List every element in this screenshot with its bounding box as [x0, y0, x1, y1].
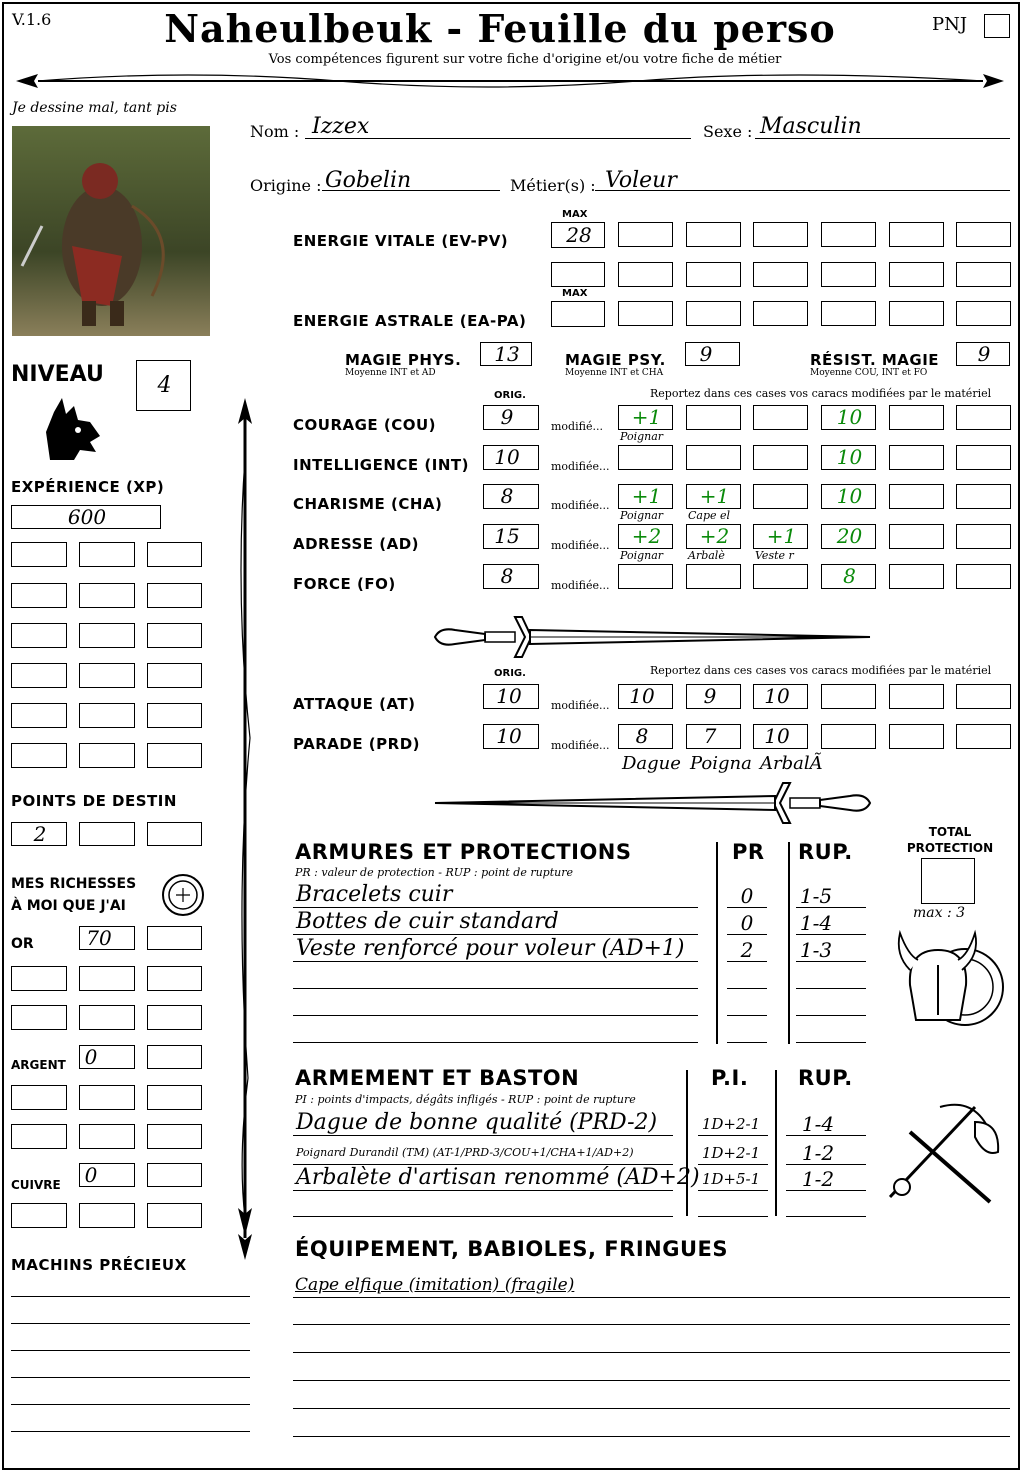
magie-phys-label: MAGIE PHYS. — [345, 351, 462, 369]
stats-orig-label: ORIG. — [494, 390, 526, 401]
ea-box[interactable] — [618, 301, 673, 326]
armor-pr-line[interactable] — [727, 1042, 767, 1043]
stat-label-ad: ADRESSE (AD) — [293, 535, 420, 553]
weapon-pi-line[interactable] — [698, 1164, 768, 1165]
armor-name-line[interactable] — [293, 907, 698, 908]
stat-orig-value-fo: 8 — [500, 564, 514, 588]
weapons-rup-header: RUP. — [798, 1066, 853, 1090]
stat-mod-box-cha[interactable] — [686, 484, 741, 509]
nom-line — [305, 138, 691, 139]
armor-name-line[interactable] — [293, 1042, 698, 1043]
armor-name-line[interactable] — [293, 934, 698, 935]
or-box[interactable] — [79, 926, 135, 950]
stat-mod-box-ad[interactable] — [956, 524, 1011, 549]
or-box[interactable] — [147, 966, 202, 991]
argent-label: ARGENT — [11, 1058, 66, 1072]
cuivre-box[interactable] — [147, 1203, 202, 1228]
ea-box[interactable] — [821, 301, 876, 326]
equipment-line[interactable] — [293, 1324, 1010, 1325]
stat-mod-box-cha[interactable] — [956, 484, 1011, 509]
total-protection-max: max : 3 — [913, 905, 966, 921]
xp-box[interactable] — [79, 583, 135, 608]
stat-mod-note-cou: Poignar — [620, 430, 664, 443]
stat-mod-value-ad: +2 — [631, 524, 662, 548]
stat-mod-box-fo[interactable] — [821, 564, 876, 589]
stat-mod-box-fo[interactable] — [956, 564, 1011, 589]
equipment-line[interactable] — [293, 1380, 1010, 1381]
stat-orig-box-cou[interactable] — [483, 405, 539, 430]
top-divider — [8, 66, 1012, 96]
weapon-name: Poignard Durandil (TM) (AT-1/PRD-3/COU+1/CHA+1/AD+2) — [296, 1146, 634, 1159]
equipment-line[interactable] — [293, 1352, 1010, 1353]
stat-mod-box-int[interactable] — [821, 445, 876, 470]
combat-orig-value-prd: 10 — [496, 724, 522, 748]
stat-mod-value-cou: +1 — [631, 405, 662, 429]
armor-pr-line[interactable] — [727, 988, 767, 989]
ev-label: ENERGIE VITALE (EV-PV) — [293, 232, 509, 250]
niveau-label: NIVEAU — [11, 362, 104, 387]
helmet-shield-icon — [890, 925, 1010, 1040]
weapon-pi-line[interactable] — [698, 1216, 768, 1217]
version-label: V.1.6 — [12, 10, 52, 29]
xp-box[interactable] — [147, 743, 202, 768]
argent-box[interactable] — [11, 1085, 67, 1110]
stat-mod-box-cou[interactable] — [821, 405, 876, 430]
goblin-portrait — [12, 126, 210, 336]
stat-label-int: INTELLIGENCE (INT) — [293, 456, 469, 474]
resist-magie-note: Moyenne COU, INT et FO — [810, 368, 928, 378]
stat-modif-label-cha: modifiée... — [551, 499, 610, 512]
precious-line[interactable] — [11, 1377, 250, 1378]
cuivre-box[interactable] — [11, 1203, 67, 1228]
equipment-item: Cape elfique (imitation) (fragile) — [295, 1275, 575, 1295]
stat-modif-label-int: modifiée... — [551, 460, 610, 473]
magie-psy-value: 9 — [699, 342, 713, 366]
xp-box[interactable] — [147, 542, 202, 567]
origine-line — [322, 190, 500, 191]
stat-mod-value-ad: 20 — [836, 524, 863, 548]
weapon-rup: 1-4 — [801, 1112, 835, 1136]
weapon-pi: 1D+2-1 — [701, 1144, 761, 1162]
combat-mod-box-prd[interactable] — [686, 724, 741, 749]
stat-mod-box-cha[interactable] — [889, 484, 944, 509]
richesses-label-2: À MOI QUE J'AI — [11, 898, 126, 914]
argent-box[interactable] — [79, 1124, 135, 1149]
combat-modif-label-at: modifiée... — [551, 699, 610, 712]
nom-label: Nom : — [250, 122, 300, 141]
precious-line[interactable] — [11, 1350, 250, 1351]
combat-label-at: ATTAQUE (AT) — [293, 695, 416, 713]
combat-weapon-name: Dague — [622, 753, 681, 774]
weapon-rup: 1-2 — [801, 1167, 835, 1191]
xp-box[interactable] — [11, 542, 67, 567]
combat-mod-value-prd: 10 — [764, 724, 790, 748]
stat-mod-box-fo[interactable] — [889, 564, 944, 589]
origine-label: Origine : — [250, 176, 322, 195]
cuivre-box-2[interactable] — [147, 1163, 202, 1187]
xp-box[interactable] — [79, 663, 135, 688]
sexe-value[interactable]: Masculin — [760, 114, 862, 139]
niveau-value: 4 — [157, 373, 172, 398]
stat-mod-box-cha[interactable] — [753, 484, 808, 509]
combat-label-prd: PARADE (PRD) — [293, 735, 421, 753]
combat-mod-box-prd[interactable] — [618, 724, 673, 749]
combat-orig-box-at[interactable] — [483, 684, 539, 709]
stats-report-note: Reportez dans ces cases vos caracs modifiées par le matériel — [650, 387, 992, 400]
ea-box[interactable] — [753, 301, 808, 326]
combat-orig-value-at: 10 — [496, 684, 522, 708]
portrait-caption: Je dessine mal, tant pis — [12, 100, 177, 116]
ev-box[interactable] — [821, 262, 876, 287]
stat-mod-value-cha: +1 — [631, 484, 662, 508]
stat-mod-value-int: 10 — [836, 445, 863, 469]
xp-box[interactable] — [147, 583, 202, 608]
precious-line[interactable] — [11, 1431, 250, 1432]
combat-mod-box-at[interactable] — [686, 684, 741, 709]
stat-mod-box-cou[interactable] — [686, 405, 741, 430]
combat-weapon-name: Poigna — [690, 753, 752, 774]
weapon-name-line[interactable] — [293, 1135, 673, 1136]
spear-divider — [230, 398, 260, 1260]
magie-psy-box[interactable] — [685, 342, 740, 366]
precious-line[interactable] — [11, 1404, 250, 1405]
combat-orig-label: ORIG. — [494, 668, 526, 679]
stat-mod-box-cou[interactable] — [753, 405, 808, 430]
richesses-label-1: MES RICHESSES — [11, 876, 137, 892]
argent-value: 0 — [84, 1045, 98, 1069]
machins-label: MACHINS PRÉCIEUX — [11, 1256, 187, 1274]
or-box[interactable] — [79, 966, 135, 991]
or-box[interactable] — [11, 1005, 67, 1030]
argent-box[interactable] — [11, 1124, 67, 1149]
stat-mod-value-ad: +2 — [699, 524, 730, 548]
or-box-2[interactable] — [147, 926, 202, 950]
destin-value: 2 — [33, 822, 47, 846]
destin-box-2[interactable] — [79, 822, 135, 846]
combat-modif-label-prd: modifiée... — [551, 739, 610, 752]
weapon-name-line[interactable] — [293, 1216, 673, 1217]
stat-modif-label-ad: modifiée... — [551, 539, 610, 552]
combat-mod-box-at[interactable] — [753, 684, 808, 709]
stat-mod-box-int[interactable] — [618, 445, 673, 470]
armor-rup: 1-5 — [799, 884, 833, 908]
armor-name: Bottes de cuir standard — [296, 909, 559, 934]
magie-psy-label: MAGIE PSY. — [565, 351, 666, 369]
xp-box[interactable] — [11, 743, 67, 768]
stat-mod-note-cha: Cape el — [688, 509, 731, 522]
argent-box[interactable] — [147, 1085, 202, 1110]
ev-box[interactable] — [753, 222, 808, 247]
armor-name: Veste renforcé pour voleur (AD+1) — [296, 936, 685, 961]
ev-box[interactable] — [821, 222, 876, 247]
total-protection-box[interactable] — [921, 858, 975, 904]
stat-mod-box-int[interactable] — [956, 445, 1011, 470]
ev-box[interactable] — [753, 262, 808, 287]
xp-box[interactable] — [79, 542, 135, 567]
cuivre-value: 0 — [84, 1163, 98, 1187]
equipment-line[interactable] — [293, 1408, 1010, 1409]
ea-label: ENERGIE ASTRALE (EA-PA) — [293, 312, 527, 330]
xp-box[interactable] — [79, 743, 135, 768]
stat-mod-value-cou: 10 — [836, 405, 863, 429]
armor-title: ARMURES ET PROTECTIONS — [295, 840, 632, 864]
metier-line — [595, 190, 1010, 191]
xp-box[interactable] — [11, 663, 67, 688]
combat-mod-box-at[interactable] — [889, 684, 944, 709]
combat-mod-box-prd[interactable] — [956, 724, 1011, 749]
stat-mod-note-ad: Veste r — [755, 549, 794, 562]
or-box[interactable] — [147, 1005, 202, 1030]
or-value: 70 — [86, 926, 112, 950]
armor-name-line[interactable] — [293, 1015, 698, 1016]
armor-col-divider-2 — [788, 842, 790, 1044]
dragon-head-icon — [40, 392, 104, 464]
weapon-name: Dague de bonne qualité (PRD-2) — [296, 1110, 658, 1135]
sword-divider-1 — [430, 612, 875, 662]
stat-mod-value-fo: 8 — [843, 564, 856, 588]
stat-orig-box-fo[interactable] — [483, 564, 539, 589]
or-box[interactable] — [79, 1005, 135, 1030]
armor-pr-line[interactable] — [727, 1015, 767, 1016]
ev-box[interactable] — [889, 262, 944, 287]
stat-mod-note-ad: Arbalè — [688, 549, 725, 562]
weapons-note: PI : points d'impacts, dégâts infligés - RUP : point de rupture — [295, 1093, 636, 1106]
combat-mod-value-prd: 8 — [635, 724, 649, 748]
weapon-pi-line[interactable] — [698, 1190, 768, 1191]
combat-mod-box-prd[interactable] — [889, 724, 944, 749]
precious-line[interactable] — [11, 1323, 250, 1324]
ev-max-label: MAX — [562, 209, 588, 220]
niveau-box[interactable] — [136, 360, 191, 411]
stat-modif-label-fo: modifiée... — [551, 579, 610, 592]
combat-mod-value-at: 9 — [703, 684, 717, 708]
equipment-line[interactable] — [293, 1436, 1010, 1437]
armor-rup: 1-4 — [799, 911, 833, 935]
origine-value[interactable]: Gobelin — [325, 168, 412, 193]
resist-magie-box[interactable] — [956, 342, 1010, 366]
argent-box[interactable] — [147, 1124, 202, 1149]
stat-orig-value-cou: 9 — [500, 405, 514, 429]
argent-box[interactable] — [79, 1085, 135, 1110]
stat-mod-box-fo[interactable] — [753, 564, 808, 589]
weapon-rup-line[interactable] — [786, 1216, 866, 1217]
weapons-col-divider-2 — [775, 1070, 777, 1216]
equipment-title: ÉQUIPEMENT, BABIOLES, FRINGUES — [295, 1237, 728, 1261]
stat-mod-box-ad[interactable] — [618, 524, 673, 549]
combat-mod-value-prd: 7 — [703, 724, 717, 748]
armor-note: PR : valeur de protection - RUP : point de rupture — [295, 866, 573, 879]
combat-orig-box-prd[interactable] — [483, 724, 539, 749]
total-protection-label-1: TOTAL — [928, 825, 972, 839]
destin-label: POINTS DE DESTIN — [11, 792, 177, 810]
stat-mod-box-cha[interactable] — [618, 484, 673, 509]
stat-modif-label-cou: modifié... — [551, 420, 603, 433]
armor-pr: 0 — [740, 911, 754, 935]
stat-mod-value-cha: +1 — [699, 484, 730, 508]
armor-col-divider-1 — [716, 842, 718, 1044]
stat-mod-box-cou[interactable] — [889, 405, 944, 430]
magie-phys-note: Moyenne INT et AD — [345, 368, 436, 378]
ev-box[interactable] — [956, 262, 1011, 287]
destin-box-3[interactable] — [147, 822, 202, 846]
equipment-line[interactable] — [293, 1297, 1010, 1298]
armor-rup-line[interactable] — [796, 1015, 866, 1016]
stat-label-cha: CHARISME (CHA) — [293, 495, 443, 513]
armor-pr: 2 — [740, 938, 754, 962]
ea-max-box[interactable] — [551, 301, 605, 327]
combat-mod-box-at[interactable] — [821, 684, 876, 709]
ev-max-box[interactable] — [551, 222, 605, 248]
ev-box[interactable] — [618, 222, 673, 247]
stat-label-cou: COURAGE (COU) — [293, 416, 437, 434]
stat-mod-box-fo[interactable] — [686, 564, 741, 589]
stat-mod-box-fo[interactable] — [618, 564, 673, 589]
stat-mod-note-ad: Poignar — [620, 549, 664, 562]
or-label: OR — [11, 936, 34, 952]
armor-rup-header: RUP. — [798, 840, 853, 864]
armor-pr: 0 — [740, 884, 754, 908]
cuivre-box[interactable] — [79, 1163, 135, 1187]
stat-mod-box-cou[interactable] — [956, 405, 1011, 430]
stat-orig-box-ad[interactable] — [483, 524, 539, 549]
xp-box[interactable] — [147, 623, 202, 648]
ev-box[interactable] — [686, 262, 741, 287]
stat-mod-box-int[interactable] — [889, 445, 944, 470]
stat-mod-box-ad[interactable] — [686, 524, 741, 549]
weapon-pi-line[interactable] — [698, 1135, 768, 1136]
stat-orig-box-int[interactable] — [483, 445, 539, 470]
weapon-rup: 1-2 — [801, 1141, 835, 1165]
magie-phys-value: 13 — [494, 342, 520, 366]
coin-icon — [160, 872, 206, 918]
pnj-label: PNJ — [932, 14, 968, 35]
cuivre-box[interactable] — [79, 1203, 135, 1228]
armor-rup-line[interactable] — [796, 1042, 866, 1043]
ea-box[interactable] — [956, 301, 1011, 326]
armor-name-line[interactable] — [293, 961, 698, 962]
resist-magie-label: RÉSIST. MAGIE — [810, 351, 940, 369]
weapon-name-line[interactable] — [293, 1190, 673, 1191]
combat-report-note: Reportez dans ces cases vos caracs modifiées par le matériel — [650, 664, 992, 677]
ev-box[interactable] — [686, 222, 741, 247]
ev-box[interactable] — [618, 262, 673, 287]
stat-orig-box-cha[interactable] — [483, 484, 539, 509]
combat-mod-value-at: 10 — [629, 684, 655, 708]
combat-mod-box-prd[interactable] — [821, 724, 876, 749]
magie-phys-box[interactable] — [480, 342, 532, 366]
xp-box[interactable] — [79, 703, 135, 728]
or-box[interactable] — [11, 966, 67, 991]
armor-rup: 1-3 — [799, 938, 833, 962]
weapon-name: Arbalète d'artisan renommé (AD+2) — [296, 1165, 700, 1190]
ev-box[interactable] — [956, 222, 1011, 247]
resist-magie-value: 9 — [977, 342, 991, 366]
argent-box[interactable] — [79, 1045, 135, 1069]
xp-value: 600 — [67, 505, 107, 529]
sexe-label: Sexe : — [703, 122, 753, 141]
stat-mod-box-int[interactable] — [686, 445, 741, 470]
combat-mod-box-at[interactable] — [956, 684, 1011, 709]
xp-box[interactable] — [11, 505, 161, 529]
sexe-line — [755, 138, 1010, 139]
stat-mod-value-cha: 10 — [836, 484, 863, 508]
stat-mod-value-ad: +1 — [766, 524, 797, 548]
stat-mod-box-ad[interactable] — [753, 524, 808, 549]
ea-box[interactable] — [889, 301, 944, 326]
stat-orig-value-ad: 15 — [494, 524, 520, 548]
combat-mod-box-prd[interactable] — [753, 724, 808, 749]
weapon-pi: 1D+2-1 — [701, 1115, 761, 1133]
stat-mod-note-cha: Poignar — [620, 509, 664, 522]
ea-max-label: MAX — [562, 288, 588, 299]
ea-box[interactable] — [686, 301, 741, 326]
xp-box[interactable] — [147, 703, 202, 728]
xp-box[interactable] — [147, 663, 202, 688]
nom-value[interactable]: Izzex — [312, 114, 370, 139]
stat-mod-box-cou[interactable] — [618, 405, 673, 430]
precious-line[interactable] — [11, 1296, 250, 1297]
armor-pr-header: PR — [732, 840, 765, 864]
total-protection-label-2: PROTECTION — [906, 841, 994, 855]
stat-label-fo: FORCE (FO) — [293, 575, 396, 593]
page-title: Naheulbeuk - Feuille du perso — [164, 6, 836, 51]
ev-max-value: 28 — [566, 223, 592, 247]
stat-orig-value-cha: 8 — [500, 484, 514, 508]
sword-divider-2 — [430, 778, 875, 828]
page-subtitle: Vos compétences figurent sur votre fiche d'origine et/ou votre fiche de métier — [268, 52, 782, 67]
cuivre-label: CUIVRE — [11, 1178, 61, 1192]
stat-mod-box-int[interactable] — [753, 445, 808, 470]
xp-box[interactable] — [11, 623, 67, 648]
pnj-checkbox[interactable] — [984, 14, 1010, 38]
weapon-pi: 1D+5-1 — [701, 1170, 761, 1188]
stat-mod-box-cha[interactable] — [821, 484, 876, 509]
armor-name: Bracelets cuir — [296, 882, 453, 907]
stat-orig-value-int: 10 — [494, 445, 520, 469]
combat-mod-value-at: 10 — [764, 684, 790, 708]
xp-box[interactable] — [79, 623, 135, 648]
xp-label: EXPÉRIENCE (XP) — [11, 478, 165, 496]
combat-mod-box-at[interactable] — [618, 684, 673, 709]
ev-box[interactable] — [889, 222, 944, 247]
stat-mod-box-ad[interactable] — [821, 524, 876, 549]
xp-box[interactable] — [11, 703, 67, 728]
combat-weapon-name: ArbalÃ — [760, 753, 823, 774]
armor-rup-line[interactable] — [796, 988, 866, 989]
weapons-col-divider-1 — [686, 1070, 688, 1216]
weapons-pi-header: P.I. — [711, 1066, 749, 1090]
metier-value[interactable]: Voleur — [605, 168, 677, 193]
weapons-title: ARMEMENT ET BASTON — [295, 1066, 580, 1090]
ev-box[interactable] — [551, 262, 605, 287]
metier-label: Métier(s) : — [510, 176, 596, 195]
xp-box[interactable] — [11, 583, 67, 608]
stat-mod-box-ad[interactable] — [889, 524, 944, 549]
armor-name-line[interactable] — [293, 988, 698, 989]
crossed-weapons-icon — [880, 1092, 1010, 1217]
argent-box-2[interactable] — [147, 1045, 202, 1069]
magie-psy-note: Moyenne INT et CHA — [565, 368, 664, 378]
destin-box[interactable] — [11, 822, 67, 846]
